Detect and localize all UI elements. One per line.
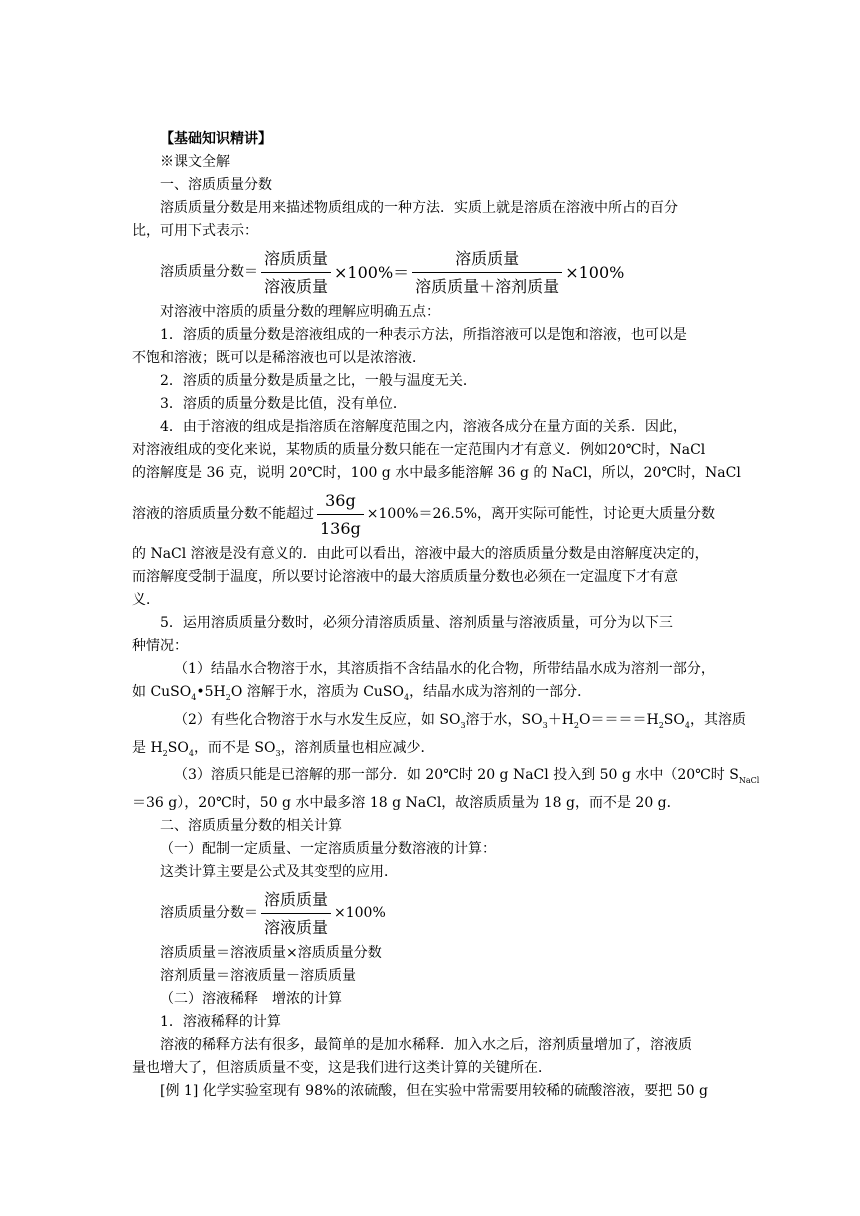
paragraph-line: 对溶液中溶质的质量分数的理解应明确五点： [160, 304, 440, 320]
fraction-numerator: 36g [325, 490, 356, 510]
point-line: 义． [132, 592, 160, 608]
point-line: 的溶解度是 36 克，说明 20℃时，100 g 水中最多能溶解 36 g 的 NaCl，所以，20℃时，NaCl [132, 465, 741, 481]
text-segment: 溶液的溶质质量分数不能超过 [132, 505, 314, 522]
section-title-2: 二、溶质质量分数的相关计算 [160, 818, 342, 835]
paragraph-line: 比，可用下式表示： [132, 223, 258, 239]
point-line: 1．溶质的质量分数是溶液组成的一种表示方法，所指溶液可以是饱和溶液，也可以是 [160, 327, 687, 343]
case-line: （2）有些化合物溶于水与水发生反应，如 $SO_3$溶于水，$SO_3+H_2O====H_2SO_4$，其溶质 [174, 711, 746, 730]
point-line: 的 NaCl 溶液是没有意义的．由此可以看出，溶液中最大的溶质质量分数是由溶解度决定的， [132, 546, 709, 562]
case-line: 是 $H_2SO_4$，而不是 $SO_3$，溶剂质量也相应减少． [132, 739, 435, 758]
inline-fraction-line [132, 485, 732, 543]
formula-tail: ×100% [334, 904, 386, 921]
fraction-numerator: 溶质质量 [455, 248, 520, 268]
example-line: [例 1] 化学实验室现有 98%的浓硫酸，但在实验中常需要用较稀的硫酸溶液，要把 50 g [160, 1083, 708, 1100]
formula-mid: ×100%＝ [334, 262, 410, 282]
subsection-title: 1．溶液稀释的计算 [160, 1014, 281, 1031]
point-line: 3．溶质的质量分数是比值，没有单位． [160, 396, 407, 412]
formula-lhs: 溶质质量分数＝ [160, 263, 258, 280]
fraction-denominator: 溶质质量＋溶剂质量 [412, 272, 562, 298]
case-line: ＝36 g），20℃时，50 g 水中最多溶 18 g NaCl，故溶质质量为 18 g，而不是 20 g． [132, 795, 681, 812]
fraction-denominator: 溶液质量 [261, 913, 331, 939]
point-line: 而溶解度受制于温度，所以要讨论溶液中的最大溶质质量分数也必须在一定温度下才有意 [132, 569, 678, 585]
fraction [261, 247, 331, 298]
point-line: 种情况： [132, 638, 188, 654]
formula-mass-fraction-2 [132, 884, 732, 942]
case-line: 如 $CuSO_4•5H_2O$ 溶解于水，溶质为 CuSO$_4$，结晶水成为溶剂的一部分． [132, 684, 592, 702]
fraction-denominator: 136g [317, 514, 364, 540]
point-line: 5．运用溶质质量分数时，必须分清溶质质量、溶剂质量与溶液质量，可分为以下三 [160, 615, 673, 631]
paragraph-line: 溶质质量分数是用来描述物质组成的一种方法．实质上就是溶质在溶液中所占的百分 [160, 200, 678, 216]
fraction-numerator: 溶质质量 [264, 889, 329, 909]
paragraph-line: 这类计算主要是公式及其变型的应用． [160, 864, 398, 881]
case-line: （3）溶质只能是已溶解的那一部分．如 20℃时 20 g NaCl 投入到 50 g 水中（20℃时 $S_{NaCl}$ [174, 767, 760, 786]
document-page [132, 128, 760, 1103]
formula-lhs: 溶质质量分数＝ [160, 904, 258, 921]
point-line: 不饱和溶液；既可以是稀溶液也可以是浓溶液． [132, 350, 426, 366]
fraction [412, 247, 562, 298]
equation-line: 溶剂质量＝溶液质量－溶质质量 [160, 968, 356, 985]
fraction-numerator: 溶质质量 [264, 248, 329, 268]
fraction [317, 489, 364, 540]
text-segment: ×100%＝26.5%，离开实际可能性，讨论更大质量分数 [366, 505, 716, 522]
subsection-title: （二）溶液稀释 增浓的计算 [160, 991, 342, 1008]
section-heading: 【基础知识精讲】 [160, 131, 272, 147]
paragraph-line: 量也增大了，但溶质质量不变，这是我们进行这类计算的关键所在． [132, 1060, 552, 1077]
section-title-1: 一、溶质质量分数 [160, 177, 272, 193]
paragraph-line: 溶液的稀释方法有很多，最简单的是加水稀释．加入水之后，溶剂质量增加了，溶液质 [160, 1037, 692, 1054]
formula-mass-fraction [132, 243, 732, 301]
point-line: 4．由于溶液的组成是指溶质在溶解度范围之内，溶液各成分在量方面的关系．因此， [160, 419, 687, 435]
subsection-title: （一）配制一定质量、一定溶质质量分数溶液的计算： [160, 841, 496, 858]
fraction-denominator: 溶液质量 [261, 272, 331, 298]
point-line: 2．溶质的质量分数是质量之比，一般与温度无关． [160, 373, 477, 389]
fraction [261, 888, 331, 939]
equation-line: 溶质质量＝溶液质量×溶质质量分数 [160, 945, 382, 962]
subheading: ※课文全解 [160, 154, 230, 170]
point-line: 对溶液组成的变化来说，某物质的质量分数只能在一定范围内才有意义．例如20℃时，NaCl [132, 442, 706, 458]
case-line: （1）结晶水合物溶于水，其溶质指不含结晶水的化合物，所带结晶水成为溶剂一部分， [174, 661, 715, 677]
formula-tail: ×100% [565, 262, 625, 282]
